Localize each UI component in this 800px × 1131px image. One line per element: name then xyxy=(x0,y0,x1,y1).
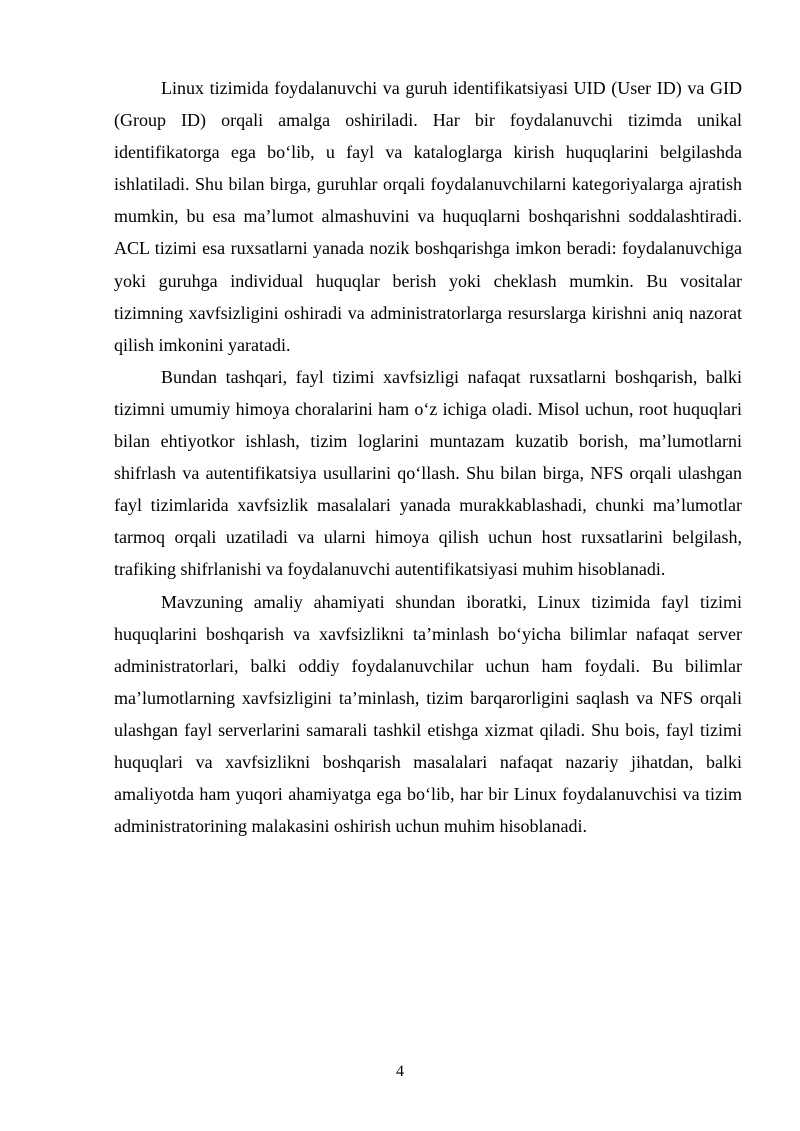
paragraph-uid-gid: Linux tizimida foydalanuvchi va guruh identifikatsiyasi UID (User ID) va GID (Group ID) orqali amalga oshiriladi. Har bir foydalanuvchi tizimda unikal identifikatorga ega bo‘lib, u fayl va kataloglarga kirish huquqlarini belgilashda ishlatiladi. Shu bilan birga, guruhlar orqali foydalanuvchilarni kategoriyalarga ajratish mumkin, bu esa ma’lumot almashuvini va huquqlarni boshqarishni soddalashtiradi. ACL tizimi esa ruxsatlarni yanada nozik boshqarishga imkon beradi: foydalanuvchiga yoki guruhga individual huquqlar berish yoki cheklash mumkin. Bu vositalar tizimning xavfsizligini oshiradi va administratorlarga resurslarga kirishni aniq nazorat qilish imkonini yaratadi. xyxy=(114,78,742,355)
paragraph-practical-importance: Mavzuning amaliy ahamiyati shundan iboratki, Linux tizimida fayl tizimi huquqlarini boshqarish va xavfsizlikni ta’minlash bo‘yicha bilimlar nafaqat server administratorlari, balki oddiy foydalanuvchilar uchun ham foydali. Bu bilimlar ma’lumotlarning xavfsizligini ta’minlash, tizim barqarorligini saqlash va NFS orqali ulashgan fayl serverlarini samarali tashkil etishga xizmat qiladi. Shu bois, fayl tizimi huquqlari va xavfsizlikni boshqarish masalalari nafaqat nazariy jihatdan, balki amaliyotda ham yuqori ahamiyatga ega bo‘lib, har bir Linux foydalanuvchisi va tizim administratorining malakasini oshirish uchun muhim hisoblanadi. xyxy=(114,591,742,837)
body-text xyxy=(114,72,742,842)
page-number: 4 xyxy=(396,1063,404,1080)
paragraph-filesystem-security: Bundan tashqari, fayl tizimi xavfsizligi nafaqat ruxsatlarni boshqarish, balki tizimni umumiy himoya choralarini ham o‘z ichiga oladi. Misol uchun, root huquqlari bilan ehtiyotkor ishlash, tizim loglarini muntazam kuzatib borish, ma’lumotlarni shifrlash va autentifikatsiya usullarini qo‘llash. Shu bilan birga, NFS orqali ulashgan fayl tizimlarida xavfsizlik masalalari yanada murakkablashadi, chunki ma’lumotlar tarmoq orqali uzatiladi va ularni himoya qilish uchun host ruxsatlarini belgilash, trafiking shifrlanishi va foydalanuvchi autentifikatsiyasi muhim hisoblanadi. xyxy=(114,366,742,580)
